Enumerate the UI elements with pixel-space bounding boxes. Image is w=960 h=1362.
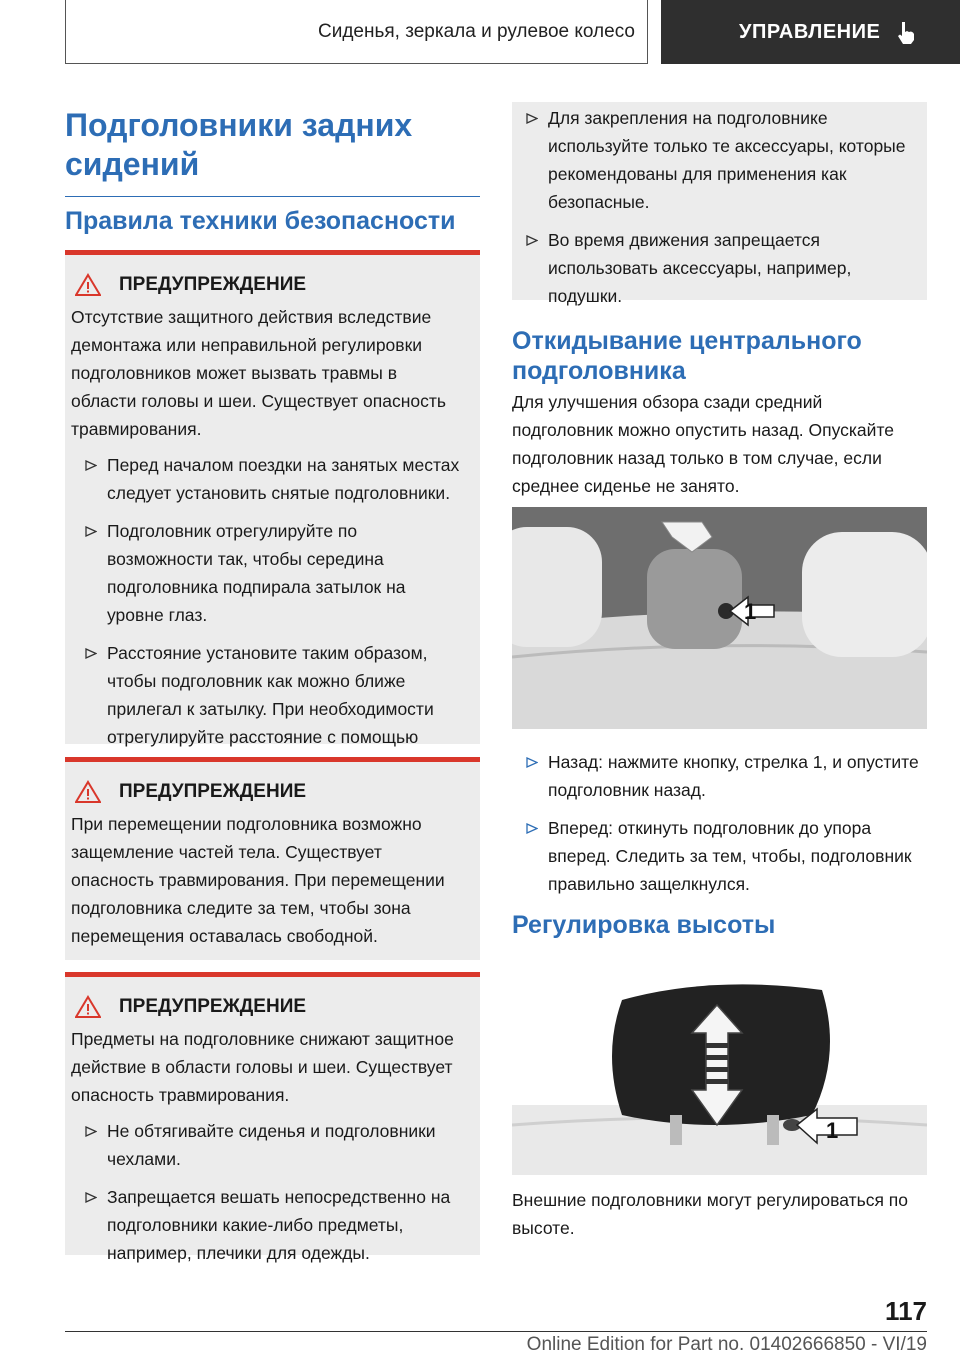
fold-heading: Откидывание центрального подголовника (512, 327, 862, 385)
hand-pointer-icon (894, 19, 920, 45)
warning-text: Отсутствие защитного действия вследствие демонтажа или неправильной регулировки подголовников может вызвать травмы в области головы и шеи. Существует опасность травмирования. (71, 307, 447, 439)
list-item: Запрещается вешать непосредственно на подголовники какие-либо предметы, например, плечики для одежды. (71, 1183, 466, 1267)
list-item: Подголовник отрегулируйте по возможности так, чтобы середина подголовника подпирала затылок на уровне глаз. (71, 517, 466, 629)
triangle-bullet-icon (85, 526, 97, 537)
list-item: Назад: нажмите кнопку, стрелка 1, и опустите подголовник назад. (512, 748, 927, 804)
triangle-bullet-icon (85, 648, 97, 659)
rear-headrest-photo (512, 507, 927, 729)
triangle-bullet-icon (526, 113, 538, 124)
height-text: Внешние подголовники могут регулироваться по высоте. (512, 1190, 909, 1238)
list-item: Вперед: откинуть подголовник до упора вперед. Следить за тем, чтобы, подголовник правильно защелкнулся. (512, 814, 927, 898)
list-item: Перед началом поездки на занятых местах следует установить снятые подголовники. (71, 451, 466, 507)
list-item: Во время движения запрещается использовать аксессуары, например, подушки. (512, 226, 909, 310)
header-section-title (65, 0, 648, 64)
page-number: 117 (885, 1296, 927, 1326)
fold-list (512, 748, 927, 908)
warning-triangle-icon (75, 273, 101, 297)
warning-list (71, 451, 466, 779)
list-item: Для закрепления на подголовнике используйте только те аксессуары, которые рекомендованы для применения как безопасные. (512, 104, 909, 216)
triangle-bullet-icon (85, 1126, 97, 1137)
warning-heading: ПРЕДУПРЕЖДЕНИЕ (71, 273, 466, 297)
triangle-bullet-icon (526, 757, 538, 768)
list-item: Не обтягивайте сиденья и подголовники чехлами. (71, 1117, 466, 1173)
height-heading: Регулировка высоты (512, 911, 776, 939)
warning-heading: ПРЕДУПРЕЖДЕНИЕ (71, 995, 466, 1019)
triangle-bullet-icon (85, 460, 97, 471)
warning-continued-box (512, 102, 927, 306)
page-title: Подголовники задних сидений (65, 106, 480, 197)
warning-box-2 (65, 757, 480, 960)
section-title: Сиденья, зеркала и рулевое колесо (318, 20, 635, 42)
callout-2: 1 (826, 1118, 839, 1143)
warning-box-3 (65, 972, 480, 1263)
header-chapter (661, 0, 960, 64)
chapter-title: УПРАВЛЕНИЕ (739, 20, 881, 43)
warning-text: Предметы на подголовнике снижают защитное действие в области головы и шеи. Существует опасность травмирования. (71, 1029, 454, 1105)
warning-triangle-icon (75, 995, 101, 1019)
warning-triangle-icon (75, 780, 101, 804)
fold-text: Для улучшения обзора сзади средний подголовник можно опустить назад. Опускайте подголовник назад только в том случае, если среднее сиденье не занято. (512, 392, 894, 496)
triangle-bullet-icon (526, 823, 538, 834)
warning-heading: ПРЕДУПРЕЖДЕНИЕ (71, 780, 466, 804)
callout-1: 1 (744, 599, 757, 624)
warning-text: При перемещении подголовника возможно защемление частей тела. Существует опасность травмирования. При перемещении подголовника следите за тем, чтобы зона перемещения оставалась свободной. (71, 814, 445, 946)
headrest-height-photo (512, 975, 927, 1175)
headrest-height-illustration (512, 975, 927, 1175)
list-item: Расстояние установите таким образом, чтобы подголовник как можно ближе прилегал к затылку. При необходимости отрегулируйте расстояние с помощью (71, 639, 466, 779)
footer-edition: Online Edition for Part no. 01402666850 - VI/19 (526, 1334, 927, 1355)
triangle-bullet-icon (526, 235, 538, 246)
rear-headrest-illustration (512, 507, 927, 729)
safety-heading: Правила техники безопасности (65, 207, 456, 235)
warning-list (512, 104, 909, 310)
triangle-bullet-icon (85, 1192, 97, 1203)
warning-list (71, 1117, 466, 1267)
footer-divider (65, 1331, 927, 1332)
warning-box-1 (65, 250, 480, 747)
